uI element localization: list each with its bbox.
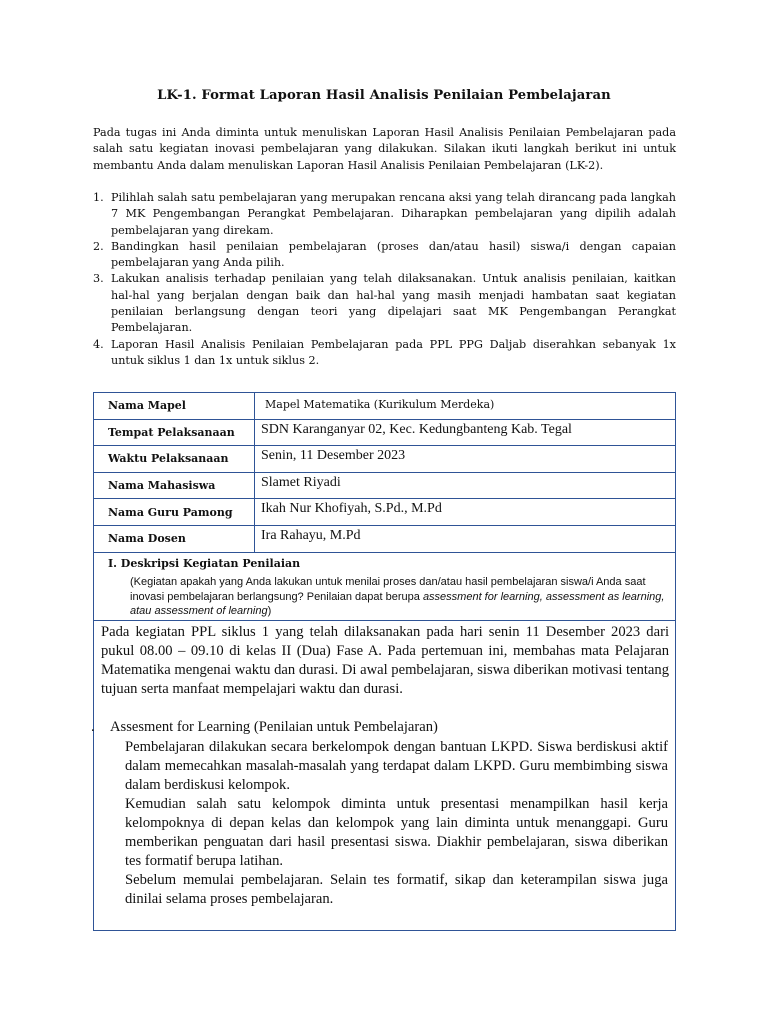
instruction-number: 3. xyxy=(93,272,104,286)
row-value: Senin, 11 Desember 2023 xyxy=(255,446,676,473)
instruction-item xyxy=(93,271,676,336)
instruction-text: Bandingkan hasil penilaian pembelajaran (proses dan/atau hasil) siswa/i dengan capaian pembelajaran yang Anda pilih. xyxy=(111,239,676,270)
instruction-text: Laporan Hasil Analisis Penilaian Pembelajaran pada PPL PPG Daljab diserahkan sebanyak 1x untuk siklus 1 dan 1x untuk siklus 2. xyxy=(111,337,676,367)
row-label: Tempat Pelaksanaan xyxy=(94,419,255,446)
instruction-text: Lakukan analisis terhadap penilaian yang telah dilaksanakan. Untuk analisis penilaian, kaitkan hal-hal yang berjalan dengan baik dan hal-hal yang masih menjadi hambatan saat kegiatan penilaian berlangsung dengan teori yang dipelajari saat MK Pengembangan Perangkat Pembelajaran. xyxy=(111,272,676,335)
identity-table xyxy=(93,392,676,553)
table-row xyxy=(94,499,676,526)
table-row xyxy=(94,419,676,446)
document-title: LK-1. Format Laporan Hasil Analisis Penilaian Pembelajaran xyxy=(157,88,611,103)
table-row xyxy=(94,446,676,473)
instruction-text: Pilihlah salah satu pembelajaran yang merupakan rencana aksi yang telah dirancang pada langkah 7 MK Pengembangan Perangkat Pembelajaran. Diharapkan pembelajaran yang dipilih adalah pembelajaran yang direkam. xyxy=(111,191,676,237)
subsection-title-text: Assesment for Learning (Penilaian untuk Pembelajaran) xyxy=(110,719,438,735)
table-row xyxy=(94,525,676,552)
row-value: Mapel Matematika (Kurikulum Merdeka) xyxy=(255,393,676,420)
description-paragraph: Pada kegiatan PPL siklus 1 yang telah dilaksanakan pada hari senin 11 Desember 2023 dari pukul 08.00 – 09.10 di kelas II (Dua) Fase A. Pada pertemuan ini, membahas mata Pelajaran Matematika mengenai waktu dan durasi. Di awal pembelajaran, siswa diberikan motivasi tentang tujuan serta manfaat mempelajari waktu dan durasi. xyxy=(101,624,669,697)
instruction-number: 1. xyxy=(93,191,104,204)
subsection-paragraph: Kemudian salah satu kelompok diminta untuk presentasi menampilkan hasil kerja kelompoknya di depan kelas dan kelompok yang lain diminta untuk menanggapi. Guru memberikan penguatan dari hasil presentasi siswa. Diakhir pembelajaran, siswa diberikan tes formatif berupa latihan. xyxy=(125,796,668,869)
row-label: Waktu Pelaksanaan xyxy=(94,446,255,473)
section-note xyxy=(130,575,670,619)
subsection-title xyxy=(91,718,651,737)
row-value: Ikah Nur Khofiyah, S.Pd., M.Pd xyxy=(255,499,676,526)
section-heading: I. Deskripsi Kegiatan Penilaian xyxy=(108,557,301,570)
instruction-list xyxy=(93,190,676,369)
row-label: Nama Mapel xyxy=(94,393,255,420)
note-text: (Kegiatan apakah yang Anda lakukan untuk menilai proses dan/atau hasil pembelajaran siswa/i Anda saat inovasi pembelajaran berlangsung? Penilaian dapat berupa xyxy=(130,576,646,603)
row-label: Nama Dosen xyxy=(94,525,255,552)
instruction-number: 4. xyxy=(93,337,104,351)
instruction-item xyxy=(93,239,676,272)
row-value: Slamet Riyadi xyxy=(255,472,676,499)
subsection-paragraph: Pembelajaran dilakukan secara berkelompok dengan bantuan LKPD. Siswa berdiskusi aktif dalam memecahkan masalah-masalah yang terdapat dalam LKPD. Guru membimbing siswa dalam berdiskusi kelompok. xyxy=(125,739,668,793)
subsection-paragraph: Sebelum memulai pembelajaran. Selain tes formatif, sikap dan keterampilan siswa juga dinilai selama proses pembelajaran. xyxy=(125,872,668,907)
row-value: Ira Rahayu, M.Pd xyxy=(255,525,676,552)
table-row xyxy=(94,393,676,420)
section-header xyxy=(93,551,676,620)
row-label: Nama Mahasiswa xyxy=(94,472,255,499)
note-italic-text: assessment for learning, assessment as learning, atau assessment of learning xyxy=(130,590,665,617)
note-end: ) xyxy=(267,605,272,617)
subsection-body xyxy=(125,738,668,909)
instruction-number: 2. xyxy=(93,239,104,253)
description-box xyxy=(93,620,676,931)
subsection-marker: . xyxy=(91,719,95,735)
table-row xyxy=(94,472,676,499)
instruction-item xyxy=(93,337,676,370)
intro-paragraph: Pada tugas ini Anda diminta untuk menuliskan Laporan Hasil Analisis Penilaian Pembelajaran pada salah satu kegiatan inovasi pembelajaran yang dilakukan. Silakan ikuti langkah berikut ini untuk membantu Anda dalam menuliskan Laporan Hasil Analisis Penilaian Pembelajaran (LK-2). xyxy=(93,126,676,172)
row-label: Nama Guru Pamong xyxy=(94,499,255,526)
row-value: SDN Karanganyar 02, Kec. Kedungbanteng Kab. Tegal xyxy=(255,419,676,446)
instruction-item xyxy=(93,190,676,239)
